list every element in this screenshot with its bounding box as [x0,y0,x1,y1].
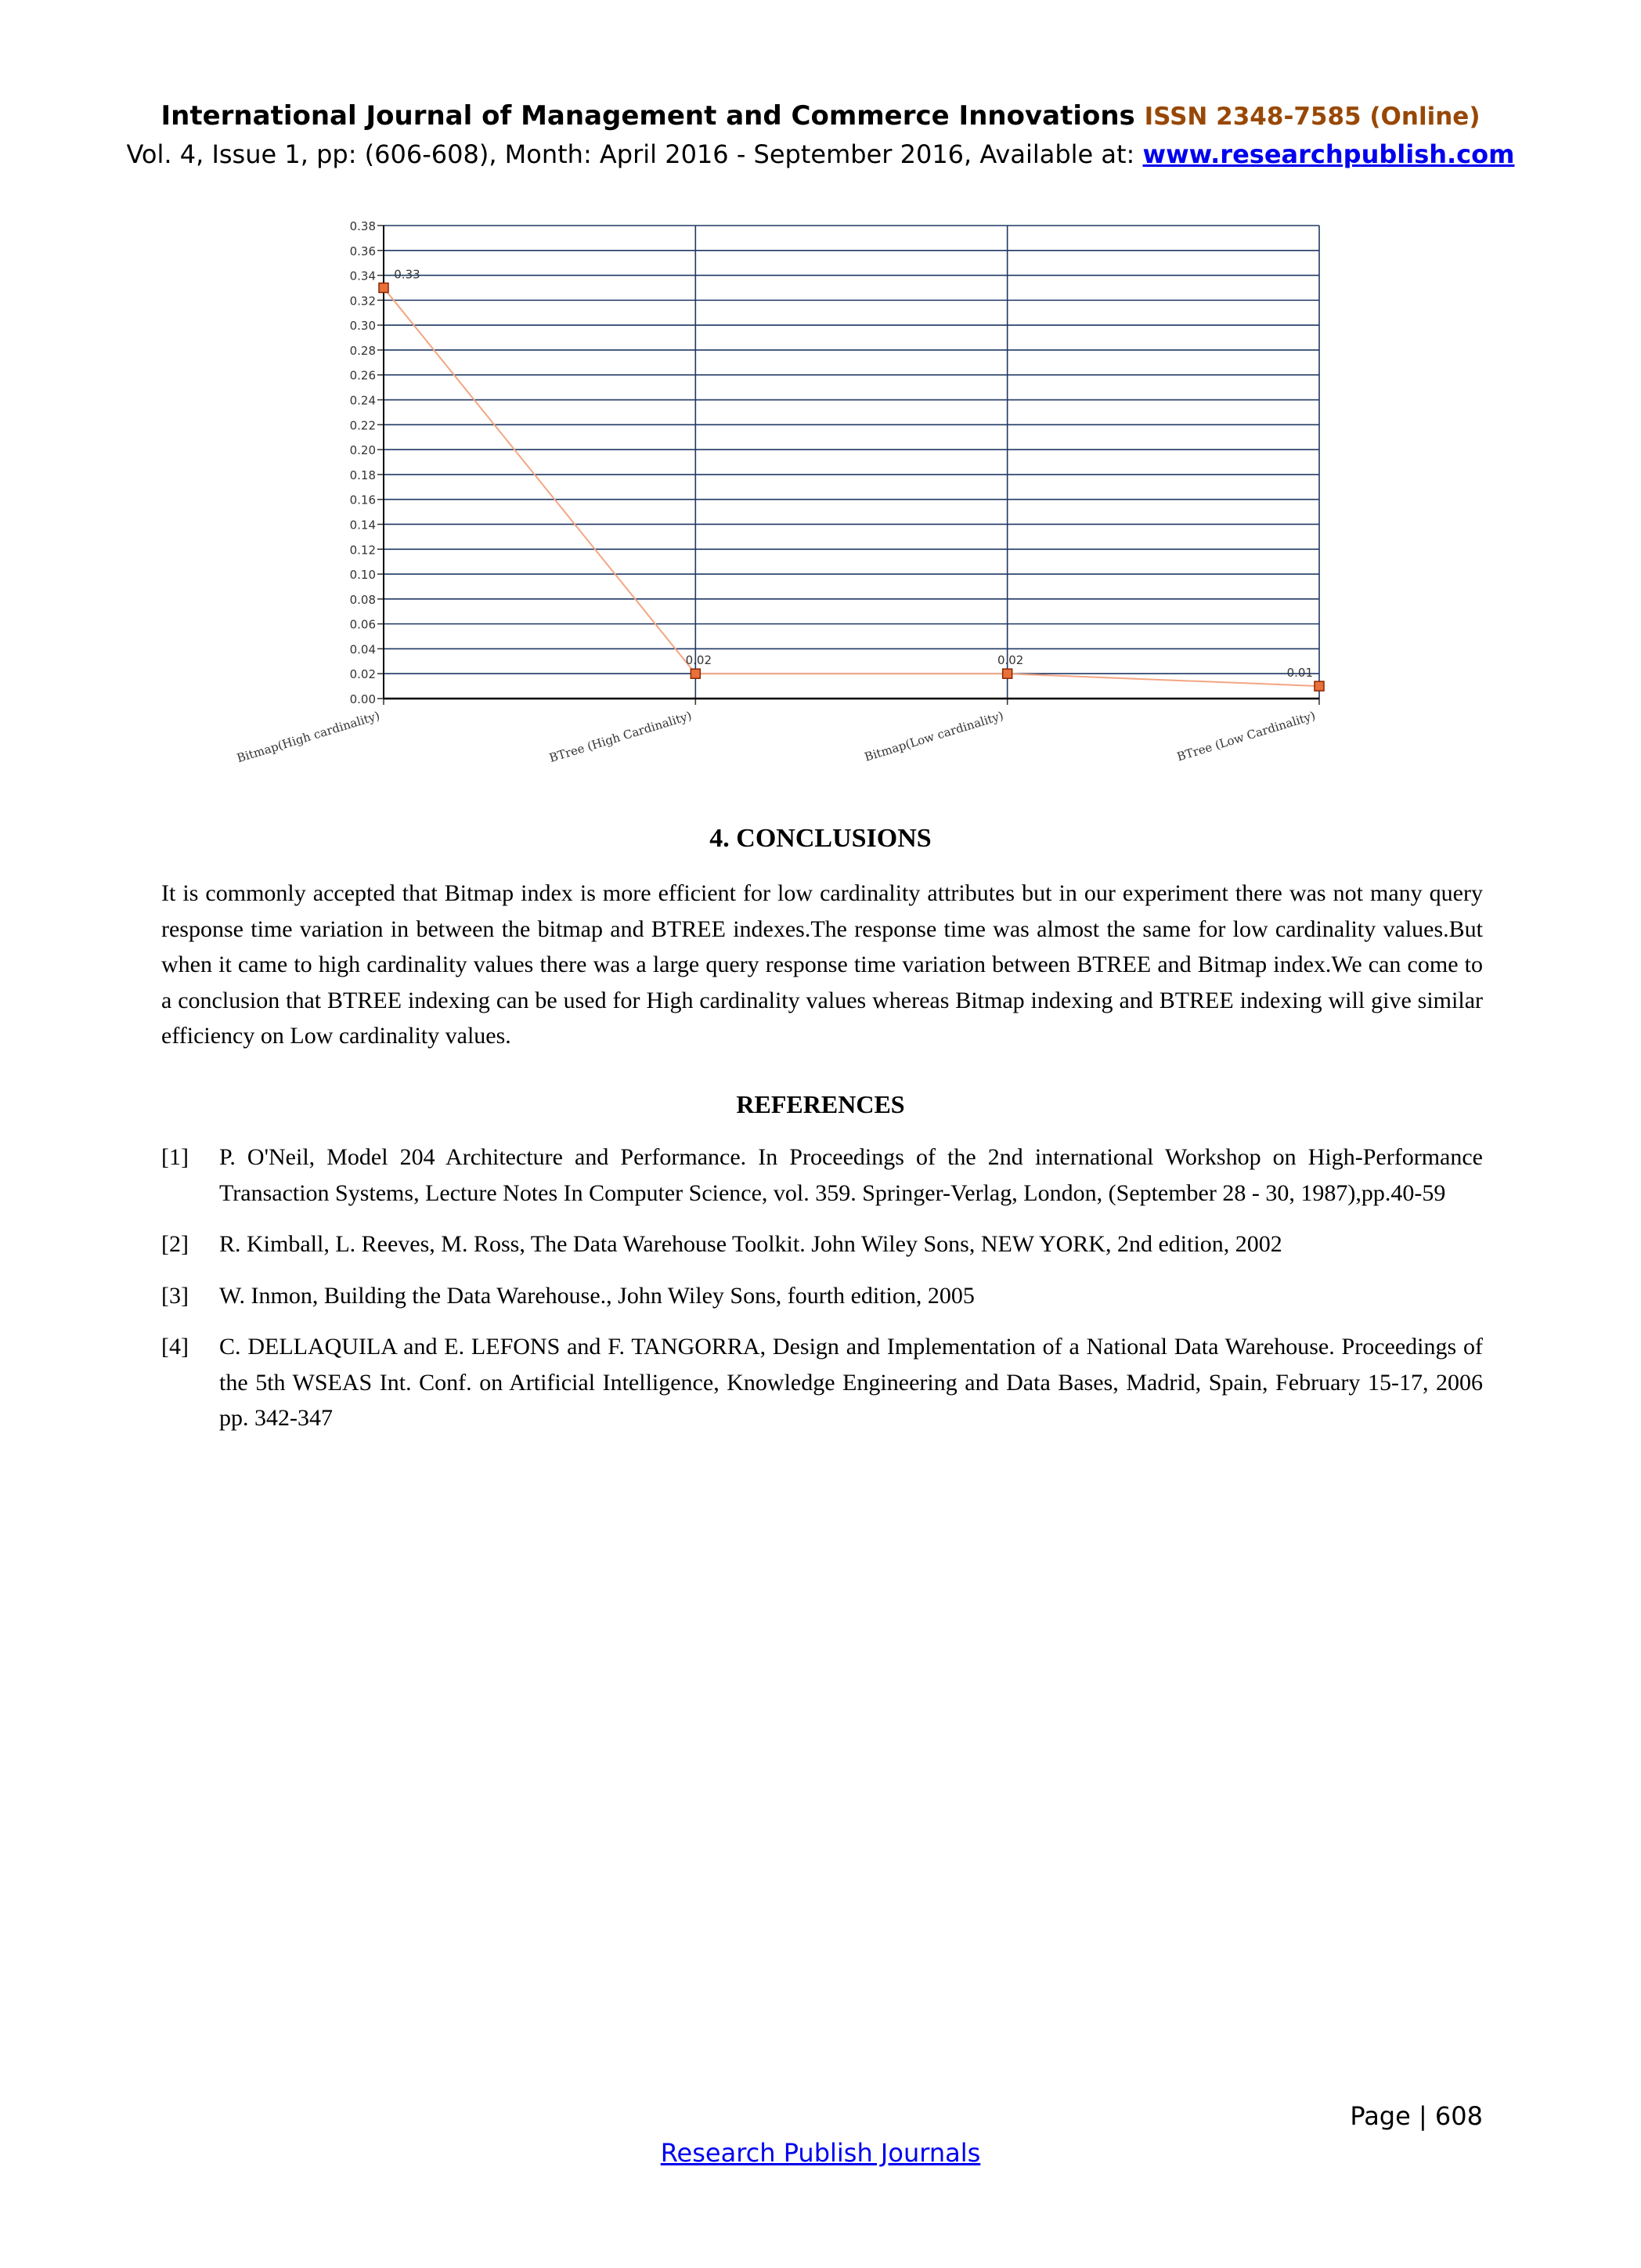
data-label: 0.33 [394,267,420,282]
reference-item [161,1226,1483,1262]
conclusions-heading: 4. CONCLUSIONS [709,824,932,853]
data-point [1315,681,1324,691]
issue-info-line [0,135,1641,173]
data-label: 0.02 [685,653,712,668]
y-tick-label: 0.02 [349,667,376,682]
y-tick-label: 0.34 [349,269,376,284]
reference-text: W. Inmon, Building the Data Warehouse., John Wiley Sons, fourth edition, 2005 [219,1282,975,1309]
y-tick-label: 0.26 [349,368,376,383]
data-point [1003,669,1012,678]
reference-number: [2] [161,1231,189,1257]
page-header [0,97,1641,173]
y-tick-label: 0.24 [349,393,376,408]
reference-text: P. O'Neil, Model 204 Architecture and Performance. In Proceedings of the 2nd international Workshop on High-Performance Transaction Systems, Lecture Notes In Computer Science, vol. 359. Springer-Verlag, London, (September 28 - 30, 1987),pp.40-59 [219,1144,1483,1206]
reference-text: R. Kimball, L. Reeves, M. Ross, The Data Warehouse Toolkit. John Wiley Sons, NEW YORK, 2nd edition, 2002 [219,1231,1282,1257]
issue-info: Vol. 4, Issue 1, pp: (606-608), Month: April 2016 - September 2016, Available at: [126,139,1135,169]
y-tick-label: 0.28 [349,343,376,358]
journal-website-link[interactable]: www.researchpublish.com [1142,139,1515,169]
x-category-label: BTree (Low Cardinality) [1175,708,1318,764]
y-tick-label: 0.14 [349,518,376,533]
y-tick-label: 0.04 [349,642,376,657]
reference-item [161,1139,1483,1211]
y-tick-label: 0.12 [349,543,376,558]
reference-list [161,1139,1483,1452]
y-tick-label: 0.30 [349,319,376,334]
reference-item [161,1329,1483,1436]
y-tick-label: 0.32 [349,294,376,309]
y-tick-label: 0.08 [349,592,376,607]
reference-number: [1] [161,1144,189,1170]
y-tick-label: 0.06 [349,617,376,632]
journal-title-line [0,97,1641,135]
data-label: 0.02 [997,653,1024,668]
journal-name: International Journal of Management and Commerce Innovations [160,100,1135,132]
x-category-label: Bitmap(Low cardinality) [863,708,1005,764]
reference-number: [3] [161,1282,189,1309]
data-label: 0.01 [1286,666,1313,681]
reference-item [161,1278,1483,1314]
references-heading: REFERENCES [736,1090,905,1118]
y-tick-label: 0.00 [349,692,376,706]
reference-text: C. DELLAQUILA and E. LEFONS and F. TANGORRA, Design and Implementation of a National Data Warehouse. Proceedings of the 5th WSEAS Int. Conf. on Artificial Intelligence, Knowledge Engineering and Data Bases, Madrid, Spain, February 15-17, 2006 pp. 342-347 [219,1334,1483,1431]
y-tick-label: 0.22 [349,418,376,433]
reference-number: [4] [161,1334,189,1360]
y-tick-label: 0.38 [349,219,376,233]
response-time-chart [235,213,1347,793]
y-tick-label: 0.18 [349,468,376,482]
conclusions-text: It is commonly accepted that Bitmap index is more efficient for low cardinality attributes but in our experiment there was not many query response time variation in between the bitmap and BTREE indexes.The response time was almost the same for low cardinality values.But when it came to high cardinality values there was a large query response time variation between BTREE and Bitmap index.We can come to a conclusion that BTREE indexing can be used for High cardinality values whereas Bitmap indexing and BTREE indexing will give similar efficiency on Low cardinality values. [161,880,1483,1049]
data-point [691,669,700,678]
y-tick-label: 0.10 [349,568,376,583]
issn: ISSN 2348-7585 (Online) [1144,103,1481,131]
data-point [379,283,388,292]
page-footer [0,2138,1641,2168]
y-tick-label: 0.36 [349,244,376,258]
y-tick-label: 0.20 [349,443,376,458]
x-category-label: BTree (High Cardinality) [547,708,694,766]
y-tick-label: 0.16 [349,493,376,507]
publisher-link[interactable]: Research Publish Journals [660,2138,981,2168]
x-category-label: Bitmap(High cardinality) [235,708,382,766]
series-line [384,287,1319,686]
page-number: Page | 608 [1350,2101,1483,2131]
